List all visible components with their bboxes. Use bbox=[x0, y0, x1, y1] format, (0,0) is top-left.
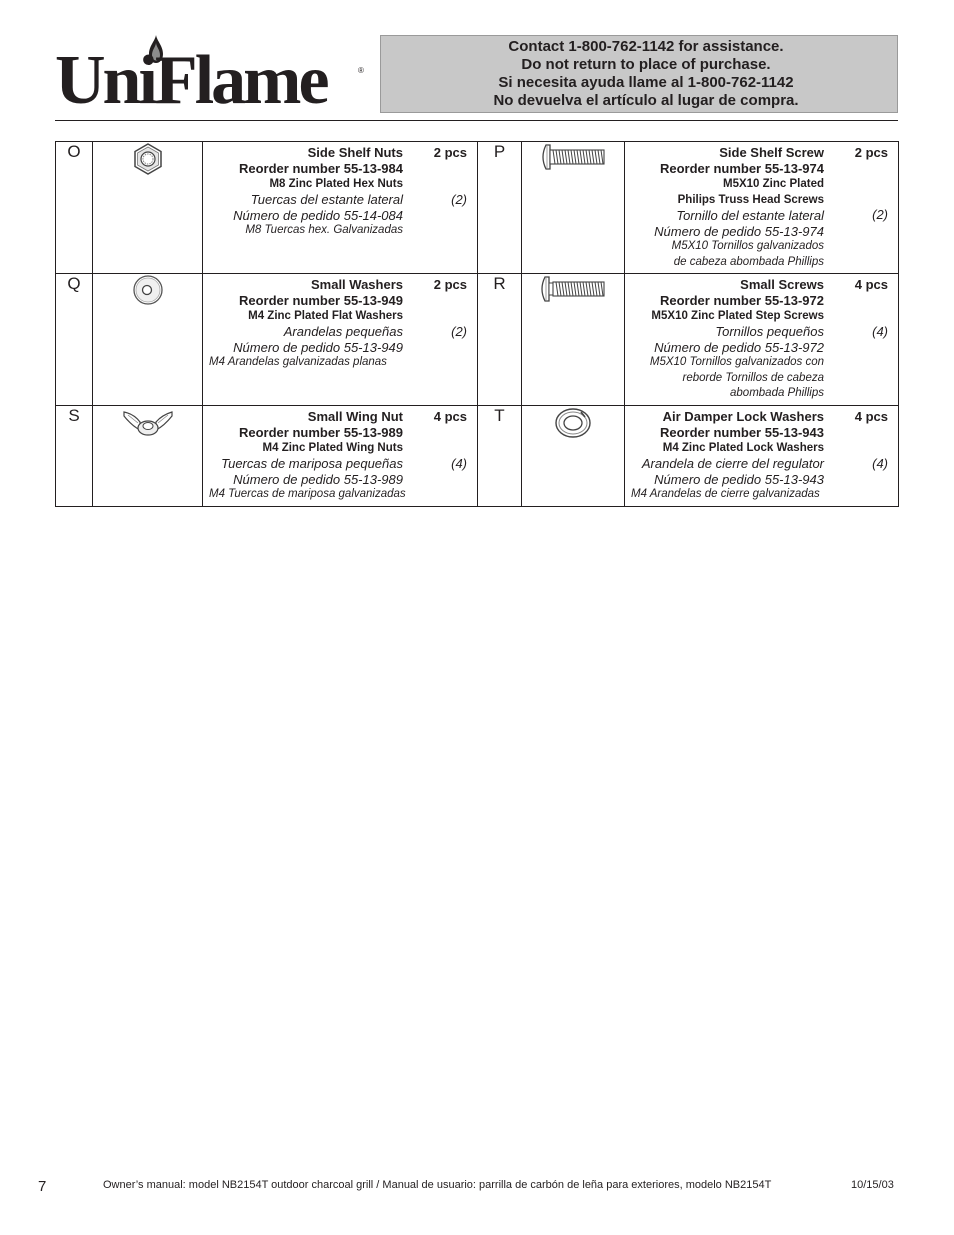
registered-mark: ® bbox=[358, 66, 364, 75]
part-quantity-es: (4) bbox=[872, 456, 888, 471]
part-letter: T bbox=[478, 406, 522, 507]
uniflame-logo bbox=[55, 34, 375, 119]
part-quantity: 2 pcs bbox=[433, 145, 467, 160]
part-spec-es: M4 Arandelas de cierre galvanizadas bbox=[631, 488, 820, 500]
part-quantity: 4 pcs bbox=[433, 409, 467, 424]
part-spec-es: M4 Arandelas galvanizadas planas bbox=[209, 356, 387, 368]
table-row bbox=[56, 274, 899, 406]
part-name-es: Tornillo del estante lateral bbox=[676, 208, 824, 223]
part-spec: M5X10 Zinc Plated bbox=[723, 178, 824, 190]
part-name: Side Shelf Nuts bbox=[307, 145, 403, 160]
part-quantity: 4 pcs bbox=[854, 277, 888, 292]
part-description bbox=[203, 406, 478, 507]
part-quantity: 2 pcs bbox=[433, 277, 467, 292]
wing-nut-icon bbox=[120, 406, 176, 440]
part-quantity-es: (4) bbox=[872, 324, 888, 339]
part-quantity-es: (2) bbox=[451, 192, 467, 207]
reorder-number-es: Número de pedido 55-13-972 bbox=[654, 339, 824, 355]
part-quantity-es: (4) bbox=[451, 456, 467, 471]
part-name: Air Damper Lock Washers bbox=[662, 409, 824, 424]
reorder-number: Reorder number 55-13-974 bbox=[659, 160, 824, 176]
part-name-es: Tuercas del estante lateral bbox=[250, 192, 403, 207]
part-spec-es: reborde Tornillos de cabeza bbox=[682, 371, 824, 384]
truss-head-screw-icon bbox=[538, 142, 608, 172]
part-spec-es: de cabeza abombada Phillips bbox=[673, 255, 824, 268]
part-name-es: Arandela de cierre del regulator bbox=[641, 456, 824, 471]
contact-box bbox=[380, 35, 898, 113]
part-quantity-es: (2) bbox=[872, 207, 888, 222]
flat-washer-icon bbox=[132, 274, 164, 306]
part-letter: S bbox=[56, 406, 93, 507]
part-spec-es: M4 Tuercas de mariposa galvanizadas bbox=[209, 488, 406, 500]
reorder-number-es: Número de pedido 55-13-989 bbox=[233, 471, 403, 487]
part-letter: R bbox=[478, 274, 522, 406]
contact-line: Contact 1-800-762-1142 for assistance. bbox=[508, 38, 784, 55]
footer-text: Owner’s manual: model NB2154T outdoor charcoal grill / Manual de usuario: parrilla de carbón de leña para exteriores, modelo NB2154T bbox=[103, 1179, 772, 1191]
part-name: Small Screws bbox=[740, 277, 824, 292]
lock-washer-icon bbox=[553, 406, 593, 440]
part-spec: M8 Zinc Plated Hex Nuts bbox=[269, 178, 403, 190]
reorder-number: Reorder number 55-13-949 bbox=[238, 292, 403, 308]
part-spec: M4 Zinc Plated Lock Washers bbox=[662, 442, 824, 454]
part-name: Small Washers bbox=[310, 277, 403, 292]
part-description bbox=[203, 274, 478, 406]
part-spec: Philips Truss Head Screws bbox=[677, 194, 824, 206]
header-divider bbox=[55, 120, 898, 121]
part-spec: M4 Zinc Plated Flat Washers bbox=[248, 310, 403, 322]
part-spec-es: M8 Tuercas hex. Galvanizadas bbox=[245, 224, 403, 236]
part-quantity: 4 pcs bbox=[854, 409, 888, 424]
reorder-number: Reorder number 55-13-989 bbox=[238, 424, 403, 440]
part-spec-es: abombada Phillips bbox=[730, 387, 824, 399]
footer-date: 10/15/03 bbox=[851, 1179, 894, 1191]
hex-nut-icon bbox=[131, 142, 165, 176]
table-row bbox=[56, 406, 899, 507]
part-name: Side Shelf Screw bbox=[719, 145, 824, 160]
part-letter: Q bbox=[56, 274, 93, 406]
part-spec: M4 Zinc Plated Wing Nuts bbox=[262, 442, 403, 454]
reorder-number: Reorder number 55-13-972 bbox=[659, 292, 824, 308]
brand-name: UniFlame bbox=[55, 42, 327, 119]
page-number: 7 bbox=[38, 1178, 47, 1195]
part-letter: P bbox=[478, 142, 522, 274]
part-spec-es: M5X10 Tornillos galvanizados con bbox=[649, 356, 824, 368]
hardware-parts-table bbox=[55, 141, 899, 507]
part-description bbox=[625, 142, 899, 274]
part-description bbox=[625, 274, 899, 406]
part-description bbox=[203, 142, 478, 274]
part-description bbox=[625, 406, 899, 507]
part-spec: M5X10 Zinc Plated Step Screws bbox=[651, 310, 824, 322]
part-name-es: Tuercas de mariposa pequeñas bbox=[221, 456, 403, 471]
part-name: Small Wing Nut bbox=[307, 409, 403, 424]
reorder-number: Reorder number 55-13-984 bbox=[238, 160, 403, 176]
reorder-number-es: Número de pedido 55-13-974 bbox=[654, 223, 824, 239]
part-name-es: Arandelas pequeñas bbox=[283, 324, 403, 339]
part-spec-es: M5X10 Tornillos galvanizados bbox=[671, 240, 824, 252]
part-quantity-es: (2) bbox=[451, 324, 467, 339]
part-letter: O bbox=[56, 142, 93, 274]
step-screw-icon bbox=[538, 274, 608, 304]
contact-line: No devuelva el artículo al lugar de compra. bbox=[493, 92, 799, 109]
reorder-number: Reorder number 55-13-943 bbox=[659, 424, 824, 440]
reorder-number-es: Número de pedido 55-14-084 bbox=[233, 207, 403, 223]
contact-line: Do not return to place of purchase. bbox=[521, 56, 771, 73]
part-name-es: Tornillos pequeños bbox=[715, 324, 824, 339]
reorder-number-es: Número de pedido 55-13-943 bbox=[654, 471, 824, 487]
table-row bbox=[56, 142, 899, 274]
contact-line: Si necesita ayuda llame al 1-800-762-1142 bbox=[498, 74, 794, 91]
part-quantity: 2 pcs bbox=[854, 145, 888, 160]
reorder-number-es: Número de pedido 55-13-949 bbox=[233, 339, 403, 355]
